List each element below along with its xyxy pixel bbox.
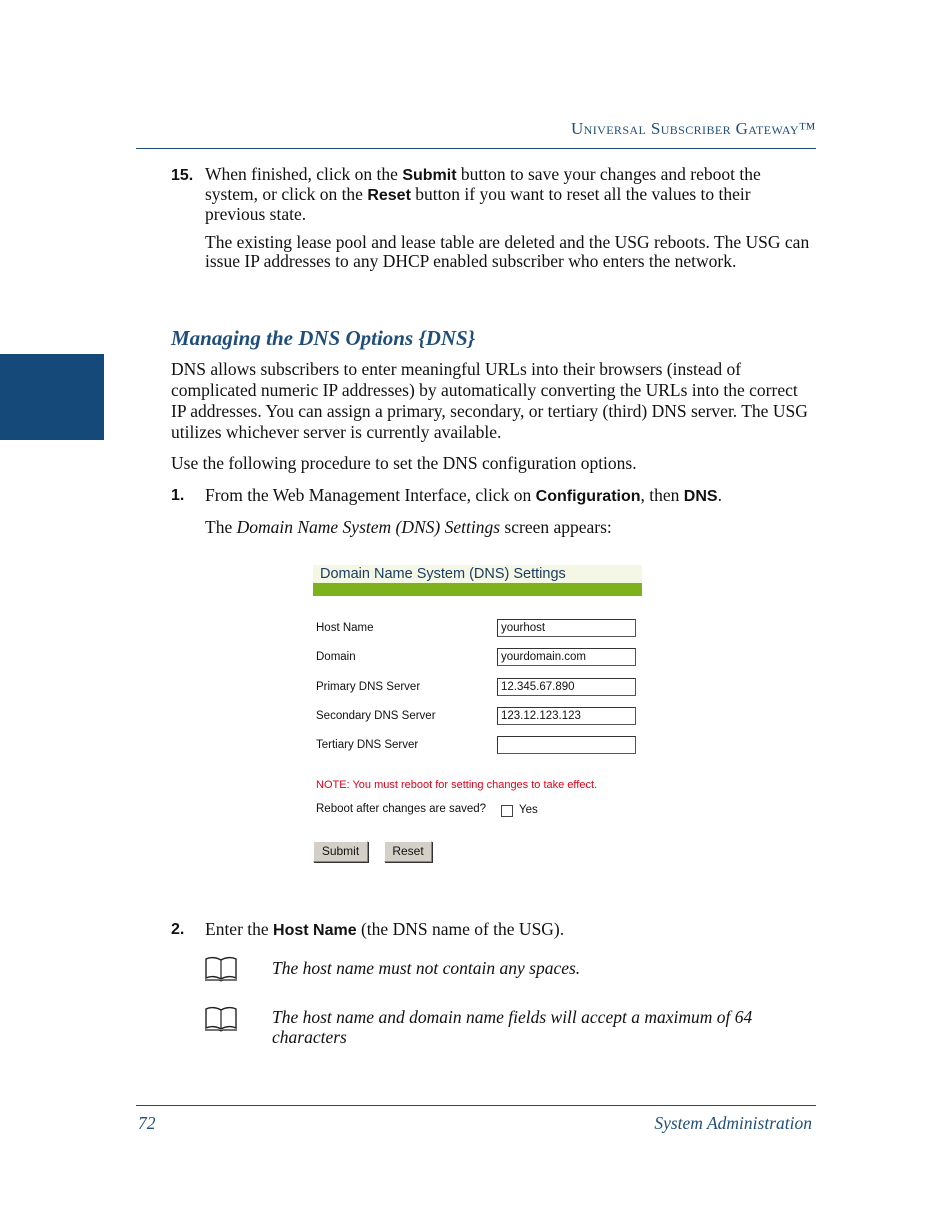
submit-term: Submit: [402, 167, 457, 184]
dns-intro: DNS allows subscribers to enter meaningful URLs into their browsers (instead of complicated numeric IP addresses) by automatically converting the URLs into the correct IP addresses. You can assign a primary, secondary, or tertiary (third) DNS server. The USG utilizes whichever server is currently available.: [171, 359, 808, 442]
running-header: Universal Subscriber Gateway™: [570, 119, 816, 138]
secondary-dns-label: Secondary DNS Server: [316, 710, 436, 722]
step-number: 15.: [171, 167, 194, 184]
panel-title: Domain Name System (DNS) Settings: [313, 565, 642, 583]
secondary-dns-input[interactable]: 123.12.123.123: [497, 707, 636, 725]
reset-term: Reset: [367, 187, 411, 204]
host-name-input[interactable]: yourhost: [497, 619, 636, 637]
submit-button[interactable]: Submit: [313, 841, 368, 862]
header-rule: [136, 148, 816, 149]
step15-paragraph: [205, 165, 815, 224]
domain-input[interactable]: yourdomain.com: [497, 648, 636, 666]
text-run: .: [717, 485, 722, 505]
yes-label: Yes: [519, 804, 538, 816]
text-run: button to save your changes and reboot the system, or click on the: [205, 164, 761, 204]
note-text: The host name must not contain any spaces.: [272, 958, 581, 978]
text-run: screen appears:: [500, 517, 612, 537]
step15-result: The existing lease pool and lease table are deleted and the USG reboots. The USG can issue IP addresses to any DHCP enabled subscriber who enters the network.: [205, 232, 810, 271]
step-number: 1.: [171, 487, 185, 504]
host-name-label: Host Name: [316, 622, 374, 634]
text-run: The: [205, 517, 237, 537]
dns-settings-screenshot: [312, 563, 644, 863]
tertiary-dns-input[interactable]: [497, 736, 636, 754]
text-run: When finished, click on the: [205, 164, 403, 184]
step-number: 2.: [171, 921, 185, 938]
configuration-term: Configuration: [535, 488, 641, 505]
procedure-intro: Use the following procedure to set the DNS configuration options.: [171, 453, 637, 473]
screen-name: Domain Name System (DNS) Settings: [236, 517, 501, 537]
text-run: From the Web Management Interface, click on: [205, 485, 536, 505]
footer-rule: [136, 1105, 816, 1106]
screen-appears: [205, 518, 815, 537]
dns-term: DNS: [683, 488, 718, 505]
reboot-label: Reboot after changes are saved?: [316, 803, 487, 815]
domain-label: Domain: [316, 651, 356, 663]
text-run: (the DNS name of the USG).: [356, 919, 565, 939]
primary-dns-label: Primary DNS Server: [316, 681, 421, 693]
footer-section: System Administration: [654, 1113, 812, 1133]
primary-dns-input[interactable]: 12.345.67.890: [497, 678, 636, 696]
reboot-checkbox[interactable]: [501, 805, 513, 817]
text-run: Enter the: [205, 919, 274, 939]
step1-text: [205, 486, 815, 506]
tertiary-dns-label: Tertiary DNS Server: [316, 739, 419, 751]
text-run: button if you want to reset all the values to their previous state.: [205, 184, 751, 224]
chapter-tab: [0, 354, 104, 440]
note-text: The host name and domain name fields will accept a maximum of 64 characters: [272, 1007, 753, 1047]
page-number: 72: [138, 1113, 156, 1133]
host-name-term: Host Name: [273, 922, 357, 939]
reset-button[interactable]: Reset: [384, 841, 432, 862]
book-icon: [204, 1006, 238, 1032]
text-run: , then: [640, 485, 684, 505]
reboot-note: NOTE: You must reboot for setting changes to take effect.: [316, 779, 598, 791]
section-title: Managing the DNS Options {DNS}: [171, 326, 476, 350]
panel-title-bar: [313, 583, 642, 596]
book-icon: [204, 956, 238, 982]
step2-text: [205, 920, 815, 940]
